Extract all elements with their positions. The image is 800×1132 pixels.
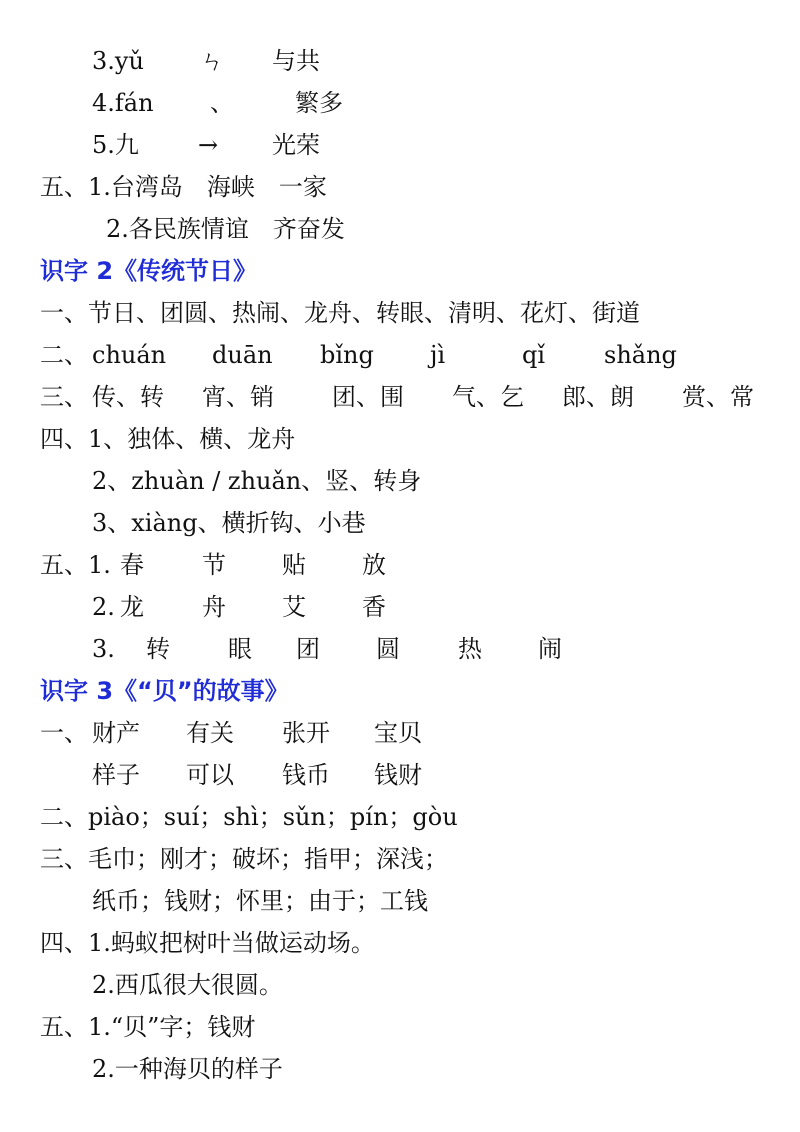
char-item: 热 <box>458 635 482 663</box>
char-item: 春 <box>120 551 144 579</box>
char-group: 郎、朗 <box>562 383 634 411</box>
char-item: 舟 <box>202 593 226 621</box>
lesson-3-q3-2: 纸币；钱财；怀里；由于；工钱 <box>92 887 428 915</box>
char-group: 传、转 <box>92 383 164 411</box>
char-group: 团、围 <box>332 383 404 411</box>
lesson-3-q5-1: 五、1.“贝”字；钱财 <box>40 1013 256 1041</box>
word-item: 样子 <box>92 761 140 789</box>
answer-4-words: 繁多 <box>295 89 343 117</box>
lesson-3-q4-2: 2.西瓜很大很圆。 <box>92 971 283 999</box>
lesson-3-q2: 二、piào；suí；shì；sǔn；pín；gòu <box>40 803 458 831</box>
lesson-2-q1: 一、节日、团圆、热闹、龙舟、转眼、清明、花灯、街道 <box>40 299 640 327</box>
lesson-3-q4-1: 四、1.蚂蚁把树叶当做运动场。 <box>40 929 375 957</box>
char-item: 龙 <box>120 593 144 621</box>
char-item: 闹 <box>538 635 562 663</box>
answer-5-label: 5.九 <box>92 131 139 159</box>
word-item: 有关 <box>186 719 234 747</box>
char-group: 气、乞 <box>452 383 524 411</box>
pinyin-item: bǐng <box>320 341 374 369</box>
char-item: 圆 <box>376 635 400 663</box>
answer-5-stroke: → <box>198 131 219 159</box>
lesson-2-q4-3: 3、xiàng、横折钩、小巷 <box>92 509 366 537</box>
word-item: 财产 <box>92 719 140 747</box>
char-item: 团 <box>296 635 320 663</box>
pinyin-item: shǎng <box>604 341 677 369</box>
pinyin-item: jì <box>430 341 446 369</box>
answer-5-words: 光荣 <box>272 131 320 159</box>
lesson-2-q4-1: 四、1、独体、横、龙舟 <box>40 425 296 453</box>
answer-4-label: 4.fán <box>92 89 154 117</box>
word-item: 钱财 <box>374 761 422 789</box>
pinyin-item: chuán <box>92 341 167 369</box>
lesson-2-heading: 识字 2《传统节日》 <box>40 257 258 285</box>
lesson-3-q5-2: 2.一种海贝的样子 <box>92 1055 283 1083</box>
char-item: 眼 <box>228 635 252 663</box>
char-item: 香 <box>362 593 386 621</box>
lesson-2-q5-3-prefix: 3. <box>92 635 115 663</box>
word-item: 钱币 <box>282 761 330 789</box>
lesson-2-q2-prefix: 二、 <box>40 341 88 369</box>
word-item: 可以 <box>186 761 234 789</box>
answer-3-stroke: ㄣ <box>200 47 224 75</box>
char-item: 转 <box>146 635 170 663</box>
char-item: 节 <box>202 551 226 579</box>
answer-3-label: 3.yǔ <box>92 47 144 75</box>
char-item: 贴 <box>282 551 306 579</box>
answer-3-words: 与共 <box>272 47 320 75</box>
char-item: 放 <box>362 551 386 579</box>
section-5-item-2: 2.各民族情谊 齐奋发 <box>106 215 345 243</box>
word-item: 张开 <box>282 719 330 747</box>
char-group: 赏、常 <box>682 383 754 411</box>
lesson-3-q1-prefix: 一、 <box>40 719 88 747</box>
lesson-3-heading: 识字 3《“贝”的故事》 <box>40 677 289 705</box>
pinyin-item: qǐ <box>522 341 546 369</box>
lesson-3-q3-1: 三、毛巾；刚才；破坏；指甲；深浅； <box>40 845 448 873</box>
lesson-2-q4-2: 2、zhuàn / zhuǎn、竖、转身 <box>92 467 422 495</box>
lesson-2-q3-prefix: 三、 <box>40 383 88 411</box>
lesson-2-q5-1-prefix: 五、1. <box>40 551 111 579</box>
section-5-item-1: 五、1.台湾岛 海峡 一家 <box>40 173 327 201</box>
char-group: 宵、销 <box>202 383 274 411</box>
char-item: 艾 <box>282 593 306 621</box>
lesson-2-q5-2-prefix: 2. <box>92 593 115 621</box>
pinyin-item: duān <box>212 341 273 369</box>
word-item: 宝贝 <box>374 719 422 747</box>
answer-4-stroke: 、 <box>210 89 234 117</box>
